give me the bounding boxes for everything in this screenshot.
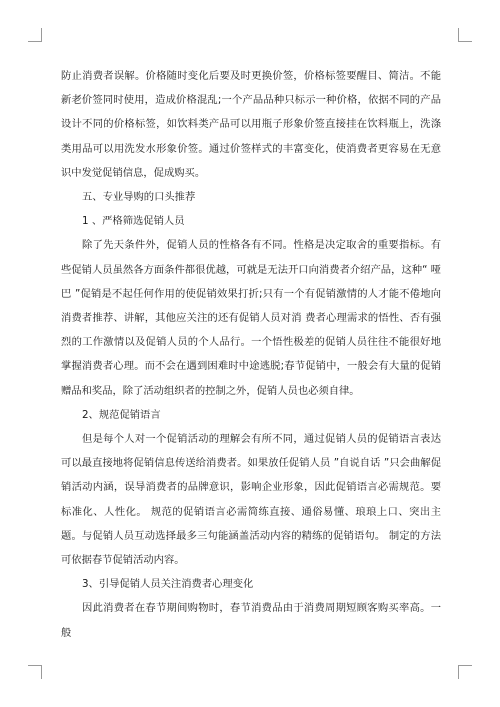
paragraph-consumer-psychology: 因此消费者在春节期间购物时，春节消费品由于消费周期短顾客购买率高。一般 [61, 602, 441, 639]
paragraph-select-staff: 除了先天条件外，促销人员的性格各有不同。性格是决定取舍的重要指标。有些促销人员虽然各方面条件都很优越，可就是无法开口向消费者介绍产品，这种“ 哑巴 ”促销是不起任何作用的使促销效果打折;只有一个有促销激情的人才能不倦地向消费者推荐、讲解，其他应关注的还有促销人员对消 费者心理需求的悟性、否有强烈的工作激情以及促销人员的个人品行。一个悟性极差的促销人员往往不能很好地掌握消费者心理。而不会在遇到困难时中途逃脱;春节促销中，一般会有大量的促销赠品和奖品，除了活动组织者的控制之外，促销人员也必须自律。 [61, 239, 441, 397]
subheading-select-staff: 1 、严格筛选促销人员 [82, 215, 185, 228]
paragraph-price-tags: 防止消费者误解。价格随时变化后要及时更换价签，价格标签要醒目、简洁。不能新老价签同时使用，造成价格混乱;一个产品品种只标示一种价格，依据不同的产品设计不同的价格标签，如饮料类产品可以用瓶子形象价签直接挂在饮料瓶上，洗涤类用品可以用洗发水形象价签。通过价签样式的丰富变化，使消费者更容易在无意识中发觉促销信息，促成购买。 [61, 70, 441, 179]
crop-mark-bottom-right-h [458, 665, 472, 666]
crop-mark-bottom-right-v [458, 665, 459, 679]
paragraph-standard-language: 但是每个人对一个促销活动的理解会有所不同，通过促销人员的促销语言表达可以最直接地将促销信息传送给消费者。如果放任促销人员 ”自说自话 ”只会曲解促销活动内涵，误导消费者的品牌意识，影响企业形象，因此促销语言必需规范。要标准化、人性化。 规范的促销语言必需简练直接、通俗易懂、琅琅上口、突出主题。与促销人员互动选择最多三句能涵盖活动内容的精练的促销语句。 制定的方法可依据春节促销活动内容。 [61, 433, 441, 567]
crop-mark-top-left-h [28, 41, 42, 42]
subheading-standard-language: 2、规范促销语言 [82, 408, 161, 421]
crop-mark-bottom-left-v [41, 665, 42, 679]
crop-mark-bottom-left-h [28, 665, 42, 666]
subheading-consumer-psychology: 3、引导促销人员关注消费者心理变化 [82, 578, 254, 591]
section-heading-five: 五、专业导购的口头推荐 [82, 191, 196, 204]
crop-mark-top-right-v [458, 28, 459, 42]
document-body [61, 64, 441, 645]
crop-mark-top-right-h [458, 41, 472, 42]
crop-mark-top-left-v [41, 28, 42, 42]
